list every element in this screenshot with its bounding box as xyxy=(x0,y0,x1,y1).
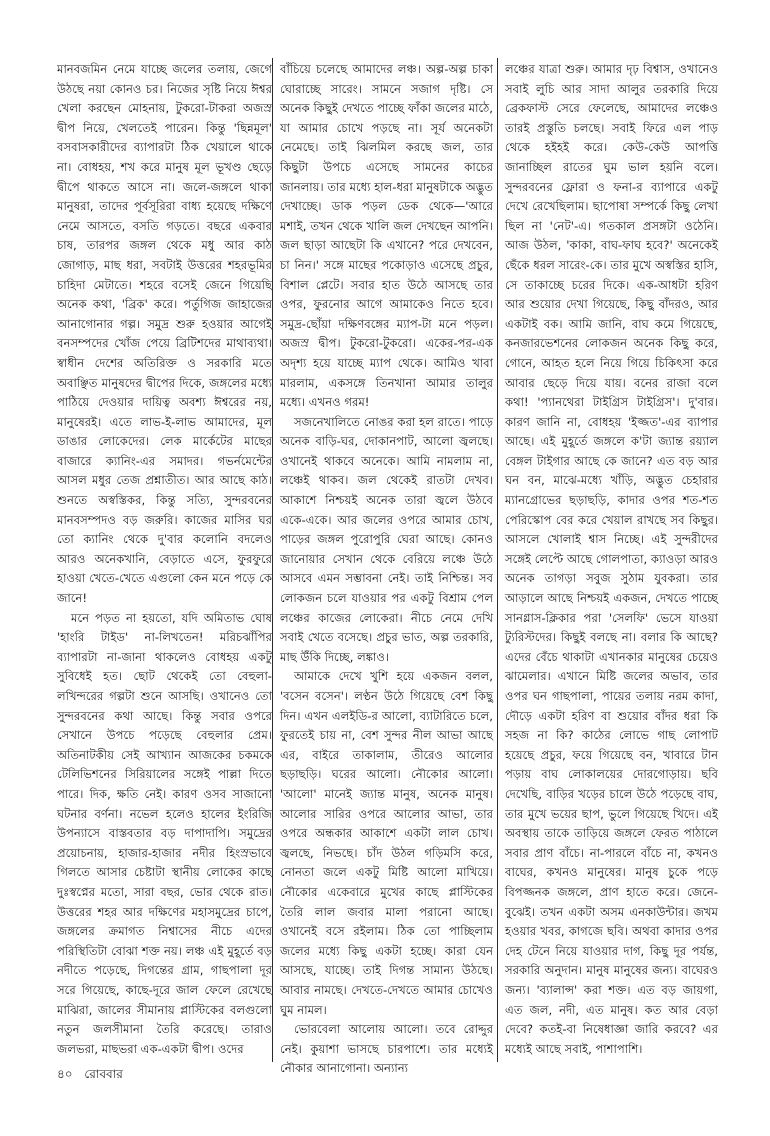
paragraph: ভোরবেলা আলোয় আলো। তবে রোদ্দুর নেই। কুয়াশা ভাসছে চারপাশে। তার মধ্যেই নৌকার আনাগোনা। অন্যান্য xyxy=(280,1022,493,1076)
column-divider xyxy=(497,58,498,1062)
column-divider xyxy=(272,58,273,1062)
text-column-2 xyxy=(280,60,493,1076)
magazine-name: রোববার xyxy=(84,1067,123,1081)
text-column-3 xyxy=(505,60,718,1060)
paragraph: লঞ্চের যাত্রা শুরু। আমার দৃঢ় বিশ্বাস, ওখানেও সবাই লুচি আর সাদা আলুর তরকারি দিয়ে ব্রেকফাস্ট সেরে ফেলেছে, আমাদের লঞ্চেও তারই প্রস্তুতি চলছে। সবাই ফিরে এল পাড় থেকে হইহই করে। কেউ-কেউ আপত্তি জানাচ্ছিল রাতের ঘুম ভাল হয়নি বলে। সুন্দরবনের ফ্লোরা ও ফনা-র ব্যাপারে একটু দেখে রেখেছিলাম। ছাপোষা সম্পর্কে কিছু লেখা ছিল না 'নেট'-এ। গতকাল প্রসঙ্গটা ওঠেনি। আজ উঠল, 'কাকা, বাঘ-ফাঘ হবে?' অনেকেই ছেঁকে ধরল সারেং-কে। তার মুখে অস্বস্তির হাসি, সে তাকাচ্ছে চরের দিকে। এক-আধটা হরিণ আর শুয়োর দেখা গিয়েছে, কিছু বাঁদরও, আর একটাই বক। আমি জানি, বাঘ কমে গিয়েছে, কনজারভেশনের লোকজন অনেক কিছু করে, গোনে, আহত হলে নিয়ে গিয়ে চিকিৎসা করে আবার ছেড়ে দিয়ে যায়। বনের রাজা বলে কথা! 'প্যানথেরা টাইগ্রিস টাইগ্রিস'। দু'বার। কারণ জানি না, বোধহয় 'ইজ্জত'-এর ব্যাপার আছে। এই মুহূর্তে জঙ্গলে ক'টা জ্যান্ত রয়্যাল বেঙ্গল টাইগার আছে কে জানে? এত বড় আর ঘন বন, মাঝে-মধ্যে খাঁড়ি, অদ্ভুত চেহারার ম্যানগ্রোভের ছড়াছড়ি, কাদার ওপর শত-শত পেরিস্কোপ বের করে খেয়াল রাখছে সব কিছুর। আসলে খোলাই শ্বাস নিচ্ছে। এই সুন্দরীদের সঙ্গেই লেপ্টে আছে গোলপাতা, ক্যাওড়া আরও অনেক তাগড়া সবুজ সুঠাম যুবকরা। তার আড়ালে আছে নিশ্চয়ই একজন, দেখতে পাচ্ছে সানগ্লাস-ক্লিকার পরা 'সেলফি' ভেসে যাওয়া ট্যুরিস্টদের। কিছুই বলছে না। বলার কি আছে? এদের বেঁচে থাকাটা এখানকার মানুষের চেয়েও ঝামেলার। এখানে মিষ্টি জলের অভাব, তার ওপর ঘন গাছপালা, পায়ের তলায় নরম কাদা, দৌড়ে একটা হরিণ বা শুয়োর বাঁদর ধরা কি সহজ না কি? কাঠের লোভে গাছ লোপাট হয়েছে প্রচুর, ফয়ে গিয়েছে বন, খাবারে টান পড়ায় বাঘ লোকালয়ের দোরগোড়ায়। ছবি দেখেছি, বাড়ির খড়ের চালে উঠে পড়েছে বাঘ, তার মুখে ভয়ের ছাপ, ভুলে গিয়েছে খিদে। এই অবস্থায় তাকে তাড়িয়ে জঙ্গলে ফেরত পাঠালে সবার প্রাণ বাঁচে। না-পারলে বাঁচে না, কখনও বাঘের, কখনও মানুষের। মানুষ চুকে পড়ে বিপজ্জনক জঙ্গলে, প্রাণ হাতে করে। জেনে-বুঝেই। তখন একটা অসম এনকাউন্টার। জখম হওয়ার খবর, কাগজে ছবি। অথবা কাদার ওপর দেহ টেনে নিয়ে যাওয়ার দাগ, কিছু দূর পর্যন্ত, সরকারি অনুদান। মানুষ মানুষের জন্য। বাঘেরও জন্য। 'ব্যালান্স' করা শক্ত। এত বড় জায়গা, এত জল, নদী, এত মানুষ। কত আর বেড়া দেবে? কতই-বা নিষেধাজ্ঞা জারি করবে? এর মধ্যেই আছে সবাই, পাশাপাশি। xyxy=(505,62,718,1056)
paragraph: মনে পড়ত না হয়তো, যদি অমিতাভ ঘোষ 'হাংরি টাইড' না-লিখতেন! মরিচঝাঁপির ব্যাপারটা না-জানা থাকলেও বোধহয় একটু সুবিধেই হত। ছোট থেকেই তো বেহুলা-লখিন্দরের গল্পটা শুনে আসছি। ওখানেও তো সুন্দরবনের কথা আছে। কিন্তু সবার ওপরে সেখানে উপচে পড়েছে বেহুলার প্রেম। অতিনাটকীয় সেই আখ্যান আজকের চকমকে টেলিভিশনের সিরিয়ালের সঙ্গেই পাল্লা দিতে পারে। দিক, ক্ষতি নেই। কারণ ওসব সাজানো ঘটনার বর্ণনা। নভেল হলেও হালের ইংরিজি উপন্যাসে বাস্তবতার বড় দাপাদাপি। সমুদ্রের প্রয়োচনায়, হাজার-হাজার নদীর হিংস্রভাবে গিলতে আসার চেষ্টাটা স্থানীয় লোকের কাছে দুঃস্বপ্নের মতো, সারা বছর, ভোর থেকে রাত। উত্তরের শহর আর দক্ষিণের মহাসমুদ্রের চাপে, জঙ্গলের ক্রমাগত নিশ্বাসের নীচে এদের পরিস্থিতিটা বোঝা শক্ত নয়। লঞ্চ এই মুহূর্তে বড় নদীতে পড়েছে, দিগন্তের গ্রাম, গাছপালা দূর সরে গিয়েছে, কাছে-দূরে জাল ফেলে রেখেছে মাঝিরা, জালের সীমানায় প্লাস্টিকের বলগুলো নতুন জলসীমানা তৈরি করেছে। তারাও জলভরা, মাছভরা এক-একটা দ্বীপ। ওদের xyxy=(57,610,272,1056)
paragraph: সজনেখালিতে নোঙর করা হল রাতে। পাড়ে অনেক বাড়ি-ঘর, দোকানপাট, আলো জ্বলছে। ওখানেই থাকবে অনেকে। আমি নামলাম না, লঞ্চেই থাকব। জল থেকেই রাতটা দেখব। আকাশে নিশ্চয়ই অনেক তারা জ্বলে উঠবে একে-একে। আর জলের ওপরে আমার চোখ, পাড়ের জঙ্গল পুরোপুরি ঘেরা আছে। কোনও জানোয়ার সেখান থেকে বেরিয়ে লঞ্চে উঠে আসবে এমন সম্ভাবনা নেই। তাই নিশ্চিন্ত। সব লোকজন চলে যাওয়ার পর একটু বিশ্রাম পেল লঞ্চের কাজের লোকেরা। নীচে নেমে দেখি সবাই খেতে বসেছে। প্রচুর ভাত, অল্প তরকারি, মাছ উঁকি দিচ্ছে, লঙ্কাও। xyxy=(280,414,493,664)
paragraph: আমাকে দেখে খুশি হয়ে একজন বলল, 'বসেন বসেন'। লণ্ঠন উঠে গিয়েছে বেশ কিছু দিন। এখন এলইডি-র আলো, ব্যাটারিতে চলে, ফুরতেই চায় না, বেশ সুন্দর নীল আভা আছে এর, বাইরে তাকালাম, তীরেও আলোর ছড়াছড়ি। ঘরের আলো। নৌকোর আলো। 'আলো' মানেই জ্যান্ত মানুষ, অনেক মানুষ। আলোর সারির ওপরে আলোর আভা, তার ওপরে অন্ধকার আকাশে একটা লাল চোখ। জ্বলছে, নিভছে। চাঁদ উঠল গড়িমসি করে, নোনতা জলে একটু মিষ্টি আলো মাখিয়ে। নৌকোর একেবারে মুখের কাছে প্লাস্টিকের তৈরি লাল জবার মালা পরানো আছে। ওখানেই বসে রইলাম। ঠিক তো পাচ্ছিলাম জলের মধ্যে কিছু একটা হচ্ছে। কারা যেন আসছে, যাচ্ছে। তাই দিগন্ত সামান্য উঠছে। আবার নামছে। দেখতে-দেখতে আমার চোখেও ঘুম নামল। xyxy=(280,669,493,1017)
page-footer xyxy=(57,1066,131,1086)
paragraph: বাঁচিয়ে চলেছে আমাদের লঞ্চ। অল্প-অল্প চাকা ঘোরাচ্ছে সারেং। সামনে সজাগ দৃষ্টি। সে অনেক কিছুই দেখতে পাচ্ছে ফাঁকা জলের মাঠে, যা আমার চোখে পড়ছে না। সূর্য অনেকটা নেমেছে। তাই ঝিলমিল করছে জল, তার কিছুটা উপচে এসেছে সামনের কাচের জানলায়। তার মধ্যে হাল-ধরা মানুষটাকে অদ্ভুত দেখাচ্ছে। ডাক পড়ল ডেক থেকে—'আরে মশাই, তখন থেকে খালি জল দেখছেন আপনি। জল ছাড়া আছেটা কি এখানে? পরে দেখবেন, চা নিন।' সঙ্গে মাছের পকোড়াও এসেছে প্রচুর, বিশাল প্লেটে। সবার হাত উঠে আসছে তার ওপর, ফুরনোর আগে আমাকেও নিতে হবে। সমুদ্র-ছোঁয়া দক্ষিণবঙ্গের ম্যাপ-টা মনে পড়ল। অজস্র দ্বীপ। টুকরো-টুকরো। একের-পর-এক অদৃশ্য হয়ে যাচ্ছে ম্যাপ থেকে। আমিও খাবা মারলাম, একসঙ্গে তিনখানা আমার তালুর মধ্যে। এখনও গরম! xyxy=(280,62,493,410)
page-number: ৪০ xyxy=(57,1067,73,1081)
paragraph: মানবজমিন নেমে যাচ্ছে জলের তলায়, জেগে উঠছে নয়া কোনও চর। নিজের সৃষ্টি নিয়ে ঈশ্বর খেলা করছেন মোহনায়, টুকরো-টাকরা অজস্র দ্বীপ নিয়ে, খেলতেই পারেন। কিন্তু 'ছিন্নমূল' বসবাসকারীদের ব্যাপারটা ঠিক খেয়ালে থাকে না। বোধহয়, শখ করে মানুষ মূল ভূখণ্ড ছেড়ে দ্বীপে থাকতে আসে না। জলে-জঙ্গলে থাকা মানুষরা, তাদের পূর্বসূরিরা বাধ্য হয়েছে দক্ষিণে নেমে আসতে, বসতি গড়তে। বছরে একবার চাষ, তারপর জঙ্গল থেকে মধু আর কাঠ জোগাড়, মাছ ধরা, সবটাই উত্তরের শহরভূমির চাহিদা মেটাতে। শহরে বসেই জেনে গিয়েছি অনেক কথা, 'ব্রিক' করে। পর্তুগিজ জাহাজের আনাগোনার গল্প। সমুদ্র শুরু হওয়ার আগেই বনসম্পদের খোঁজ পেয়ে ব্রিটিশদের মাথাব্যথা। স্বাধীন দেশের অতিরিক্ত ও সরকারি মতে অবাঞ্ছিত মানুষদের দ্বীপের দিকে, জঙ্গলের মধ্যে পাঠিয়ে দেওয়ার দায়িত্ব অবশ্য ঈশ্বরের নয়, মানুষেরই। এতে লাভ-ই-লাভ আমাদের, মূল ডাঙার লোকেদের। লেক মার্কেটের মাছের বাজারে ক্যানিং-এর সমাদর। গভর্নমেন্টের আসল মধুর তেজ প্রশ্নাতীত। আর আছে কাঠ। শুনতে অস্বস্তিকর, কিন্তু সত্যি, সুন্দরবনের মানবসম্পদও বড় জরুরি। কাজের মাসির ঘর তো ক্যানিং থেকে দু'বার কলোনি বদলেও আরও অনেকখানি, বেড়াতে এসে, ফুরফুরে হাওয়া খেতে-খেতে এগুলো কেন মনে পড়ে কে জানে! xyxy=(57,62,272,606)
text-column-1 xyxy=(57,60,272,1060)
